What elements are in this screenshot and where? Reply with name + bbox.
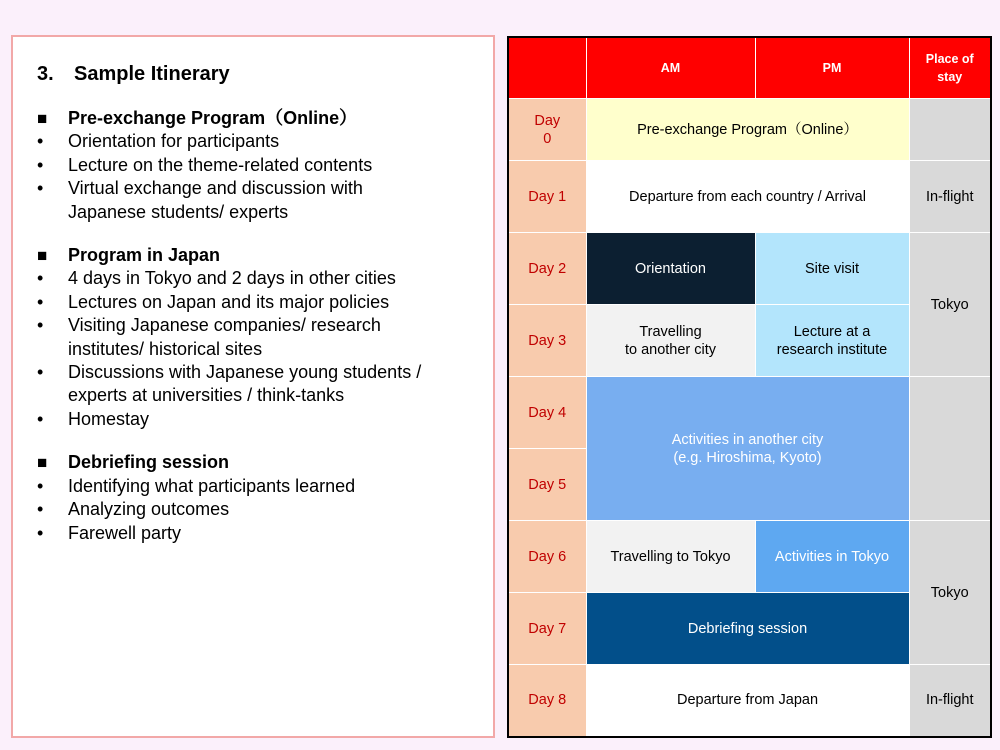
header-corner	[508, 37, 586, 99]
day-7-activity: Debriefing session	[586, 593, 909, 665]
table-row	[508, 161, 991, 233]
bullet-icon: •	[37, 362, 44, 383]
item-text: Orientation for participants	[68, 131, 280, 152]
day-3-label: Day 3	[508, 305, 586, 377]
item-text: Homestay	[68, 408, 150, 429]
bullet-icon: •	[37, 522, 44, 543]
list-item	[37, 475, 477, 498]
day-8-activity: Departure from Japan	[586, 665, 909, 737]
list-item	[37, 291, 477, 314]
day-8-stay: In-flight	[909, 665, 991, 737]
item-text: Virtual exchange and discussion with	[68, 178, 363, 199]
day-6-7-stay: Tokyo	[909, 521, 991, 665]
day-6-label: Day 6	[508, 521, 586, 593]
day-5-label: Day 5	[508, 449, 586, 521]
section-number: 3.	[37, 63, 54, 85]
list-item-continuation	[37, 201, 477, 224]
square-bullet-icon: ■	[37, 109, 48, 128]
day-0-label: Day 0	[508, 99, 586, 161]
list-item	[37, 177, 477, 200]
list-item	[37, 522, 477, 545]
bullet-icon: •	[37, 154, 44, 175]
day-0-activity: Pre-exchange Program（Online）	[586, 99, 909, 161]
itinerary-table	[507, 36, 992, 738]
item-text: Lectures on Japan and its major policies	[68, 291, 390, 312]
section-title-text: Sample Itinerary	[74, 63, 230, 85]
bullet-icon: •	[37, 178, 44, 199]
day-2-pm: Site visit	[755, 233, 909, 305]
list-item	[37, 154, 477, 177]
item-text: experts at universities / think-tanks	[68, 385, 345, 406]
day-1-stay: In-flight	[909, 161, 991, 233]
square-bullet-icon: ■	[37, 453, 48, 473]
item-text: Visiting Japanese companies/ research	[68, 315, 381, 336]
header-am: AM	[586, 37, 755, 99]
table-row	[508, 665, 991, 737]
bullet-icon: •	[37, 408, 44, 429]
item-text: Identifying what participants learned	[68, 475, 356, 496]
item-text: institutes/ historical sites	[68, 338, 263, 359]
day-1-activity: Departure from each country / Arrival	[586, 161, 909, 233]
day-4-5-stay	[909, 377, 991, 521]
program-description-panel	[11, 35, 495, 738]
day-8-label: Day 8	[508, 665, 586, 737]
heading-text: Pre-exchange Program（Online）	[68, 108, 358, 128]
heading-text: Debriefing session	[68, 452, 230, 473]
day-3-am: Travelling to another city	[586, 305, 755, 377]
day-6-pm: Activities in Tokyo	[755, 521, 909, 593]
day-1-label: Day 1	[508, 161, 586, 233]
bullet-icon: •	[37, 499, 44, 520]
table-row	[508, 233, 991, 305]
day-4-label: Day 4	[508, 377, 586, 449]
list-item	[37, 498, 477, 521]
list-item	[37, 314, 477, 337]
bullet-icon: •	[37, 475, 44, 496]
header-row	[508, 37, 991, 99]
list-item	[37, 130, 477, 153]
group-debriefing	[37, 451, 477, 545]
bullet-icon: •	[37, 131, 44, 152]
header-stay: Place of stay	[909, 37, 991, 99]
item-text: Farewell party	[68, 522, 182, 543]
group-pre-exchange	[37, 107, 477, 224]
group-heading	[37, 244, 477, 267]
group-heading	[37, 451, 477, 474]
item-text: Japanese students/ experts	[68, 201, 289, 222]
bullet-list	[37, 107, 477, 565]
item-text: Lecture on the theme-related contents	[68, 154, 373, 175]
day-2-am: Orientation	[586, 233, 755, 305]
list-item-continuation	[37, 384, 477, 407]
day-4-5-activity: Activities in another city (e.g. Hiroshima, Kyoto)	[586, 377, 909, 521]
list-item	[37, 408, 477, 431]
list-item	[37, 267, 477, 290]
table-row	[508, 377, 991, 449]
header-pm: PM	[755, 37, 909, 99]
day-7-label: Day 7	[508, 593, 586, 665]
day-6-am: Travelling to Tokyo	[586, 521, 755, 593]
list-item	[37, 361, 477, 384]
day-2-3-stay: Tokyo	[909, 233, 991, 377]
bullet-icon: •	[37, 291, 44, 312]
heading-text: Program in Japan	[68, 245, 221, 266]
list-item-continuation	[37, 338, 477, 361]
square-bullet-icon: ■	[37, 246, 48, 266]
bullet-icon: •	[37, 315, 44, 336]
item-text: Discussions with Japanese young students /	[68, 362, 422, 383]
day-0-stay	[909, 99, 991, 161]
bullet-icon: •	[37, 268, 44, 289]
day-3-pm: Lecture at a research institute	[755, 305, 909, 377]
table-row	[508, 99, 991, 161]
item-text: 4 days in Tokyo and 2 days in other cities	[68, 268, 396, 289]
group-program-in-japan	[37, 244, 477, 431]
section-title	[37, 63, 230, 86]
day-2-label: Day 2	[508, 233, 586, 305]
table-row	[508, 521, 991, 593]
group-heading	[37, 107, 477, 130]
item-text: Analyzing outcomes	[68, 499, 230, 520]
